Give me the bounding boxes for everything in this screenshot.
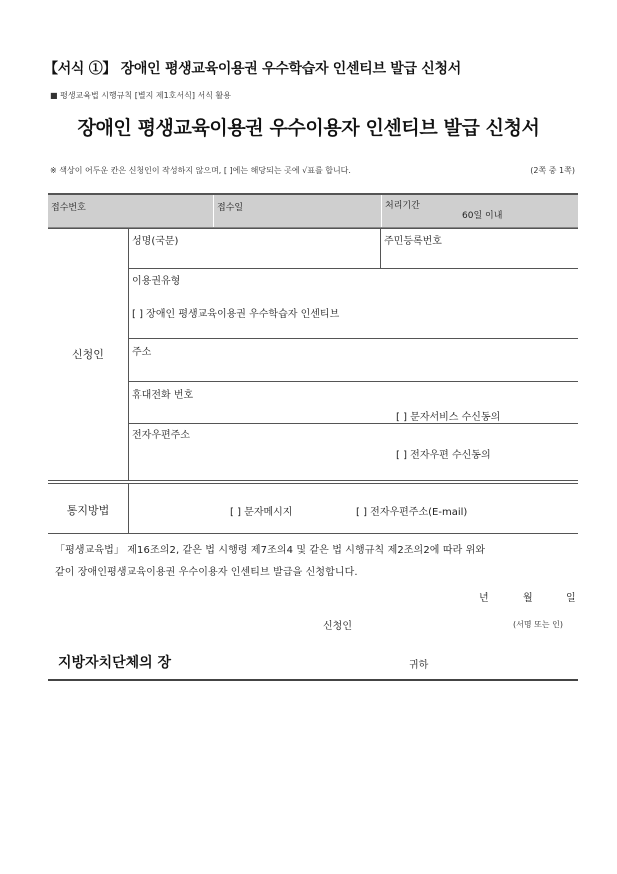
notification-method-label: 통지방법 [66, 504, 110, 517]
signature-note: (서명 또는 인) [513, 620, 563, 629]
mobile-label: 휴대전화 번호 [132, 390, 194, 401]
divider [213, 195, 214, 227]
address-label: 주소 [132, 347, 152, 358]
applicant-signature-label: 신청인 [323, 621, 352, 632]
date-year-label: 년 [479, 593, 489, 604]
date-month-label: 월 [523, 593, 533, 604]
recipient: 지방자치단체의 장 [58, 655, 172, 671]
notify-sms-checkbox[interactable]: [ ] 문자메시지 [230, 507, 293, 518]
divider [128, 483, 129, 533]
voucher-type-label: 이용권유형 [132, 276, 181, 287]
processing-period-value: 60일 이내 [462, 211, 503, 221]
applicant-section-label: 신청인 [72, 348, 104, 361]
name-label: 성명(국문) [132, 236, 179, 247]
divider [381, 195, 382, 227]
legal-reference: ■ 평생교육법 시행규칙 [별지 제1호서식] 서식 활용 [50, 91, 231, 100]
page-indicator: (2쪽 중 1쪽) [530, 166, 575, 175]
divider [128, 268, 578, 269]
divider [128, 423, 578, 424]
sms-consent-checkbox[interactable]: [ ] 문자서비스 수신동의 [396, 412, 501, 423]
instruction-note: ※ 색상이 어두운 칸은 신청인이 작성하지 않으며, [ ]에는 해당되는 곳에 √표를 합니다. [50, 166, 351, 175]
divider [128, 228, 129, 480]
divider [128, 338, 578, 339]
receipt-number-label: 접수번호 [51, 203, 86, 213]
processing-period-label: 처리기간 [385, 201, 420, 211]
rrn-label: 주민등록번호 [384, 236, 442, 247]
declaration-line-1: 「평생교육법」 제16조의2, 같은 법 시행령 제7조의4 및 같은 법 시행규칙 제2조의2에 따라 위와 [55, 545, 486, 556]
divider [48, 533, 578, 534]
notify-email-checkbox[interactable]: [ ] 전자우편주소(E-mail) [356, 507, 468, 518]
page-title: 장애인 평생교육이용권 우수이용자 인센티브 발급 신청서 [77, 117, 540, 139]
bottom-rule [48, 679, 578, 681]
email-label: 전자우편주소 [132, 430, 190, 441]
divider [48, 480, 578, 481]
voucher-type-checkbox[interactable]: [ ] 장애인 평생교육이용권 우수학습자 인센티브 [132, 309, 340, 320]
form-label: 【서식 ①】 장애인 평생교육이용권 우수학습자 인센티브 발급 신청서 [44, 61, 461, 77]
receipt-row [48, 193, 578, 228]
receipt-date-label: 접수일 [217, 203, 244, 213]
honorific: 귀하 [409, 660, 429, 671]
declaration-line-2: 같이 장애인평생교육이용권 우수이용자 인센티브 발급을 신청합니다. [55, 567, 358, 578]
date-day-label: 일 [566, 593, 576, 604]
divider [380, 228, 381, 268]
email-consent-checkbox[interactable]: [ ] 전자우편 수신동의 [396, 450, 491, 461]
divider [128, 381, 578, 382]
